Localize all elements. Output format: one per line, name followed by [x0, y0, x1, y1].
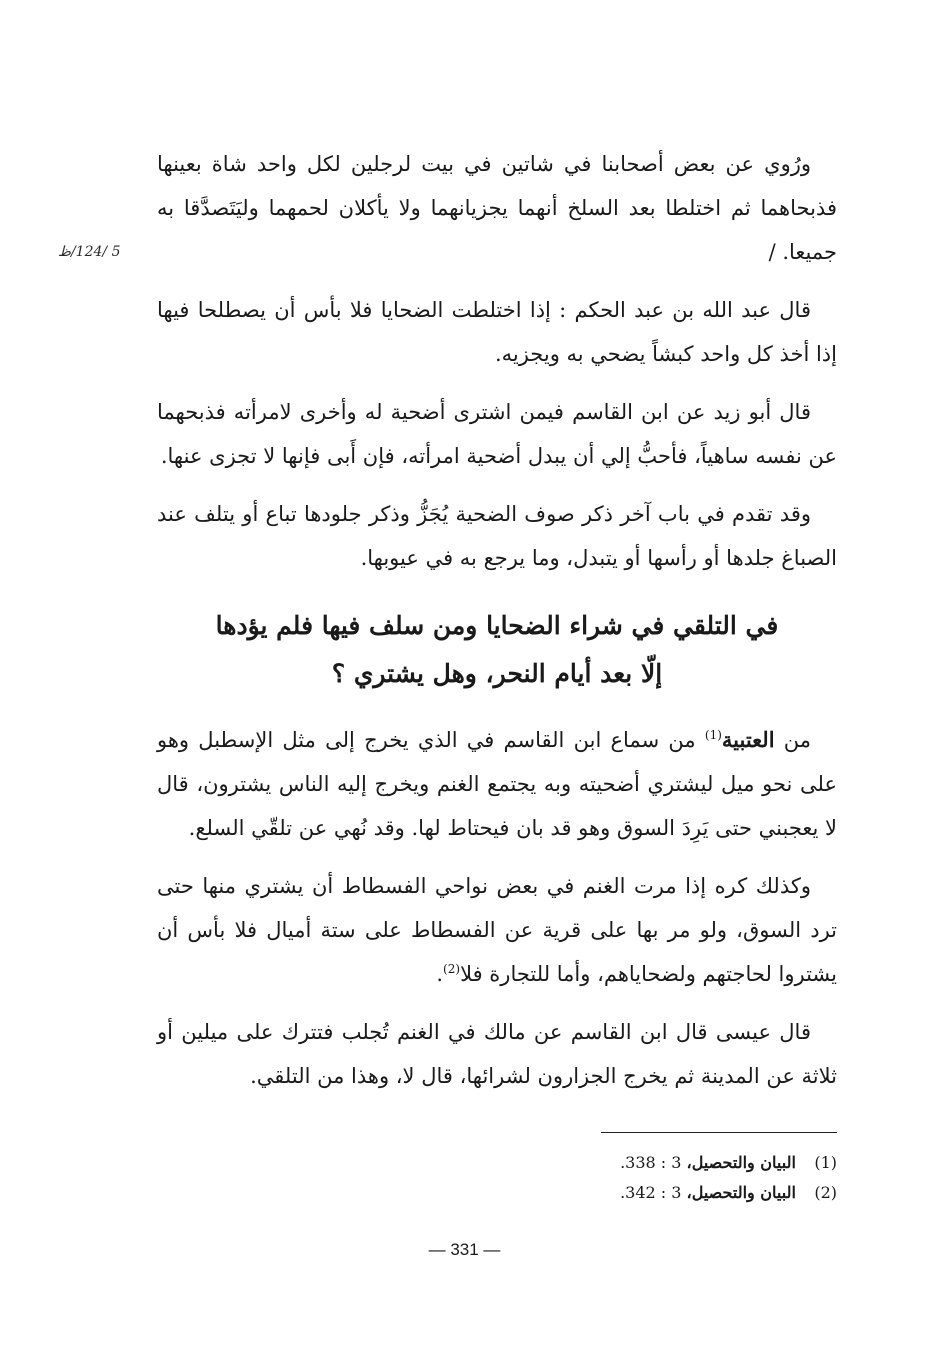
- page-number: — 331 —: [428, 1240, 501, 1259]
- footnote-number: (2): [814, 1183, 837, 1202]
- footnote-ref-1[interactable]: (1): [704, 728, 722, 742]
- section-heading-line-2: إلّا بعد أيام النحر، وهل يشتري ؟: [331, 659, 663, 688]
- fustat-end: .: [436, 962, 444, 986]
- footnote-ref-2[interactable]: (2): [443, 962, 461, 976]
- footnote-1: [337, 1148, 837, 1178]
- paragraph-fustat: [157, 864, 837, 996]
- paragraph-shatain: ورُوي عن بعض أصحابنا في شاتين في بيت لرجلين لكل واحد شاة بعينها فذبحاهما ثم اختلطا بعد السلخ أنهما يجزيانهما ولا يأكلان لحمهما وليَتَصدَّقا به جميعا. /: [157, 152, 837, 264]
- fustat-text: وكذلك كره إذا مرت الغنم في بعض نواحي الفسطاط أن يشتري منها حتى ترد السوق، ولو مر بها على قرية عن الفسطاط على ستة أميال فلا بأس أن يشتروا لحاجتهم ولضحاياهم، وأما للتجارة فلا: [157, 874, 837, 986]
- footnote-reference: 3 : 342.: [620, 1183, 682, 1202]
- section-heading: [157, 602, 837, 698]
- paragraph-abu-zayd: قال أبو زيد عن ابن القاسم فيمن اشترى أضحية له وأخرى لامرأته فذبحهما عن نفسه ساهياً، فأحبُّ إلي أن يبدل أضحية امرأته، فإن أَبى فإنها لا تجزى عنها.: [157, 400, 837, 468]
- manuscript-folio-note: 5 /124/ظ: [58, 244, 121, 260]
- source-name-utbiyya: العتبية: [721, 727, 775, 752]
- footnote-separator: [601, 1132, 837, 1133]
- section-heading-line-1: في التلقي في شراء الضحايا ومن سلف فيها فلم يؤدها: [215, 611, 779, 640]
- main-text: [157, 142, 837, 1112]
- footnotes: [337, 1148, 837, 1208]
- paragraph-isa: قال عيسى قال ابن القاسم عن مالك في الغنم تُجلب فتترك على ميلين أو ثلاثة عن المدينة ثم يخرج الجزارون لشرائها، قال لا، وهذا من التلقي.: [157, 1020, 837, 1088]
- utbiyya-lead: من: [783, 728, 811, 752]
- paragraph-abdullah-ibn-abd-alhakam: قال عبد الله بن عبد الحكم : إذا اختلطت الضحايا فلا بأس أن يصطلحا فيها إذا أخذ كل واحد كبشاً يضحي به ويجزيه.: [157, 298, 837, 366]
- footnote-source: البيان والتحصيل،: [686, 1183, 796, 1202]
- footnote-source: البيان والتحصيل،: [686, 1153, 796, 1172]
- utbiyya-text: من سماع ابن القاسم في الذي يخرج إلى مثل الإسطبل وهو على نحو ميل ليشتري أضحيته وبه يجتمع الغنم ويخرج إليه الناس يشترون، قال لا يعجبني حتى يَرِدَ السوق وهو قد بان فيحتاط لها. وقد نُهي عن تلقّي السلع.: [157, 728, 837, 840]
- paragraph-wool-and-skins: وقد تقدم في باب آخر ذكر صوف الضحية يُجَزُّ وذكر جلودها تباع أو يتلف عند الصباغ جلدها أو رأسها أو يتبدل، وما يرجع به في عيوبها.: [157, 502, 837, 570]
- footnote-reference: 3 : 338.: [620, 1153, 682, 1172]
- footnote-number: (1): [814, 1153, 837, 1172]
- footnote-2: [337, 1178, 837, 1208]
- paragraph-utbiyya: [157, 718, 837, 850]
